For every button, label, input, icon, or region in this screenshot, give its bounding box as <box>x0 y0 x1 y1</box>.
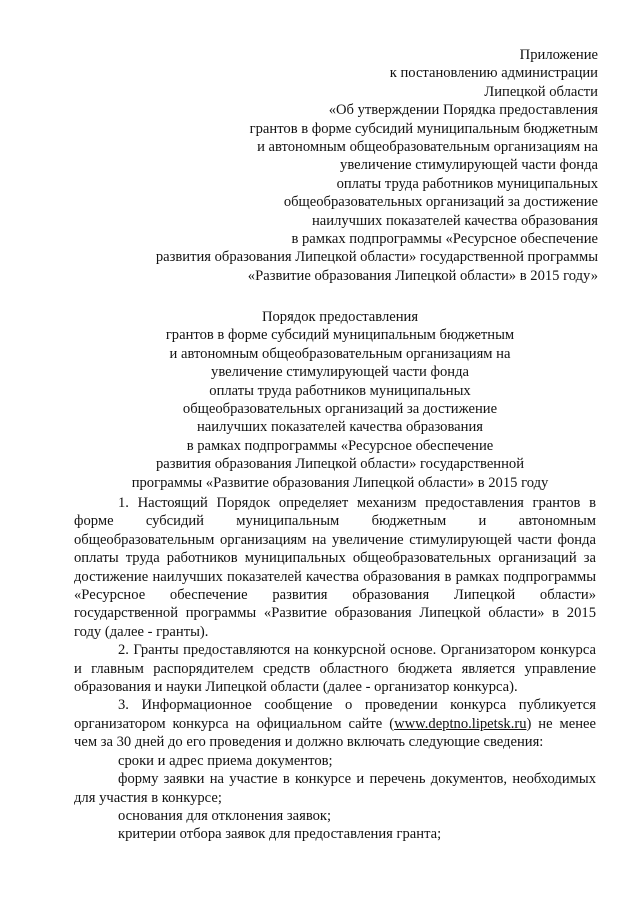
paragraph-3-text-after: ) не менее чем за 30 дней до его проведения и должно включать следующие сведения: <box>74 715 597 751</box>
appendix-line: развития образования Липецкой области» государственной программы <box>155 249 598 266</box>
document-title <box>60 308 620 492</box>
title-line: развития образования Липецкой области» государственной <box>155 456 525 473</box>
list-item: форму заявки на участие в конкурсе и перечень документов, необходимых для участия в конкурсе; <box>74 771 596 806</box>
paragraph-1: 1. Настоящий Порядок определяет механизм предоставления грантов в форме субсидий муниципальным бюджетным и автономным общеобразовательным организациям на увеличение стимулирующей части фонда оплаты труда работников муниципальных общеобразовательных организаций за достижение наилучших показателей качества образования в рамках подпрограммы «Ресурсное обеспечение развития образования Липецкой области» государственной программы «Развитие образования Липецкой области» в 2015 году (далее - гранты). <box>74 495 596 640</box>
list-item: основания для отклонения заявок; <box>118 807 332 824</box>
title-line: наилучших показателей качества образования <box>196 419 483 436</box>
appendix-line: увеличение стимулирующей части фонда <box>340 157 598 174</box>
paragraph-3 <box>74 696 596 751</box>
appendix-line: общеобразовательных организаций за достижение <box>283 194 598 211</box>
title-line: грантов в форме субсидий муниципальным бюджетным <box>165 327 515 344</box>
appendix-line: Липецкой области <box>484 83 598 100</box>
appendix-line: в рамках подпрограммы «Ресурсное обеспечение <box>291 231 598 248</box>
title-line: в рамках подпрограммы «Ресурсное обеспечение <box>186 437 494 454</box>
appendix-line: к постановлению администрации <box>389 65 598 82</box>
title-line: оплаты труда работников муниципальных <box>209 382 471 399</box>
title-line: программы «Развитие образования Липецкой области» в 2015 году <box>131 474 549 491</box>
title-line: и автономным общеобразовательным организациям на <box>169 345 511 362</box>
paragraph-2: 2. Гранты предоставляются на конкурсной основе. Организатором конкурса и главным распорядителем средств областного бюджета является управление образования и науки Липецкой области (далее - организатор конкурса). <box>74 642 596 696</box>
paragraph-3-text-before: 3. Информационное сообщение о проведении конкурса публикуется организатором конкурса на официальном сайте ( <box>74 697 596 732</box>
appendix-line: «Развитие образования Липецкой области» в 2015 году» <box>247 267 598 284</box>
appendix-line: Приложение <box>519 47 598 63</box>
document-body <box>74 494 596 844</box>
appendix-line: «Об утверждении Порядка предоставления <box>328 102 598 119</box>
appendix-line: наилучших показателей качества образования <box>311 212 598 229</box>
title-line: Порядок предоставления <box>261 309 419 325</box>
appendix-line: и автономным общеобразовательным организациям на <box>257 139 598 156</box>
appendix-line: грантов в форме субсидий муниципальным бюджетным <box>249 120 598 137</box>
title-line: общеобразовательных организаций за достижение <box>182 401 498 418</box>
official-site-link[interactable]: www.deptno.lipetsk.ru <box>394 715 527 732</box>
list-item: сроки и адрес приема документов; <box>118 752 333 769</box>
title-line: увеличение стимулирующей части фонда <box>211 364 469 381</box>
appendix-header <box>38 46 598 285</box>
list-item: критерии отбора заявок для предоставления гранта; <box>118 826 442 843</box>
appendix-line: оплаты труда работников муниципальных <box>336 175 598 192</box>
